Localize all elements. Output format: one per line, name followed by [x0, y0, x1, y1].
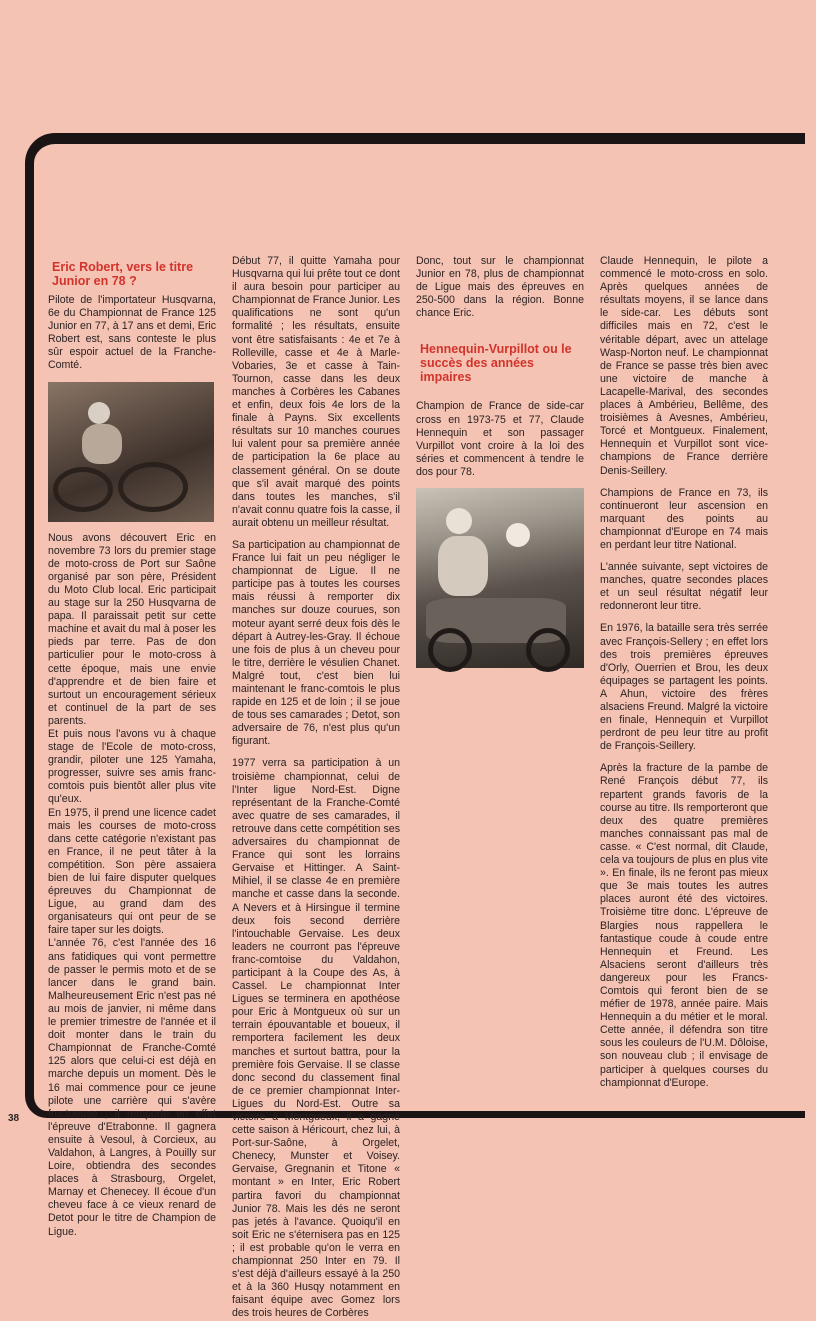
article1-para-1: Nous avons découvert Eric en novembre 73 lors du premier stage de moto-cross de Port sur Saône organisé par son père, Président du Moto Club local. Eric participait au stage sur la 250 Husqvarna de papa. Il paraissait petit sur cette machine et avait du mal à poser les pieds par terre. Pas de don particulier pour le moto-cross à cette époque, mais une envie d'apprendre et de bien faire et surtout un encouragement sérieux et continuel de la part de ses parents. — [48, 531, 216, 727]
article2-para-2: Champions de France en 73, ils continueront leur ascension en marquant des points au championnat d'Europe en 74 mais en perdant leur titre National. — [600, 486, 768, 551]
article1-headline: Eric Robert, vers le titre Junior en 78 ? — [52, 260, 194, 288]
page-number: 38 — [8, 1113, 20, 1124]
column-3 — [416, 255, 584, 678]
article2-para-1: Claude Hennequin, le pilote a commencé le moto-cross en solo. Après quelques années de résultats moyens, il se lance dans le side-car. Les débuts sont difficiles mais en 72, c'est le véritable départ, avec un attelage Wasp-Norton neuf. Le championnat de France se passe très bien avec une victoire de manche à Lacapelle-Marival, des secondes places à Ambérieu, Bellême, des troisièmes à Avesnes, Ambérieu, Torcé et Montgueux. Finalement, Hennequin et Vurpillot sont vice-champions de France derrière Denis-Seillery. — [600, 255, 768, 477]
article1-para-7: 1977 verra sa participation à un troisième championnat, celui de l'Inter ligue Nord-Est. Digne représentant de la Franche-Comté avec quatre de ses camarades, il retrouve dans cette compétition ses adversaires du championnat de France qui sont les lorrains Gervaise et Hittinger. A Saint-Mihiel, il se classe 4e en première manche et casse dans la seconde. A Nevers et à Hirsingue il termine deux fois second derrière l'intouchable Gervaise. Les deux leaders ne courront pas l'épreuve franc-comtoise du Valdahon, participant à la Coupe des As, à Cassel. Le championnat Inter Ligues se terminera en apothéose pour Eric à Montgueux où sur un terrain épouvantable et boueux, il remportera facilement les deux manches et surtout battra, pour la première fois Gervaise. Il se classe donc second du classement final de ce premier championnat Inter-Ligues du Nord-Est. Outre sa victoire à Montgueux, il a gagné cette saison à Héricourt, chez lui, à Port-sur-Saône, à Orgelet, Chenecy, Munster et Voisey. Gervaise, Gregnanin et Titone « montant » en Inter, Eric Robert partira favori du championnat Junior 78. Mais les dés ne seront pas jetés à l'avance. Quoiqu'il en soit Eric ne s'éternisera pas en 125 ; il est probable qu'on le verra en championnat 250 Inter en 79. Il s'est déjà d'ailleurs essayé à la 250 et à la 360 Husqy notamment en faisant équipe avec Gomez lors des trois heures de Corbères — [232, 757, 400, 1320]
article2-para-3: L'année suivante, sept victoires de manches, quatre secondes places et un seul résultat négatif leur redonneront leur titre. — [600, 561, 768, 613]
article1-intro: Pilote de l'importateur Husqvarna, 6e du Championnat de France 125 Junior en 77, à 17 ans et demi, Eric Robert est, sans conteste le plus sûr espoir actuel de la Franche-Comté. — [48, 294, 216, 372]
column-2 — [232, 255, 400, 1320]
sidecar-photo — [416, 488, 584, 668]
article1-para-5: Début 77, il quitte Yamaha pour Husqvarna qui lui prête tout ce dont il aura besoin pour participer au Championnat de France Junior. Les qualifications ne sont qu'un formalité ; les résultats, ensuite vont être satisfaisants : 4e et 7e à Rolleville, casse et 4e à Marle-Vobaries, 3e et casse à Tain-Tournon, casse dans les deux manches à Corbères les Cabanes et enfin, deux fois 4e lors de la finale à Payns. Six excellents résultats sur 10 manches courues lui valent pour sa première année de participation la 6e place au classement général. On se doute que s'il avait marqué des points dans toutes les manches, s'il n'avait connu quatre fois la casse, il aurait obtenu un meilleur résultat. — [232, 255, 400, 529]
article2-para-4: En 1976, la bataille sera très serrée avec François-Sellery ; en effet lors des trois premières épreuves d'Orly, Ouerrien et Brou, les deux équipages se partagent les points. A Ahun, victoire des frères alsaciens Freund. Malgré la victoire en finale, Hennequin et Vurpillot perdront de peu leur titre au profit de François-Seillery. — [600, 622, 768, 753]
article1-para-3: En 1975, il prend une licence cadet mais les courses de moto-cross dans cette catégorie n'existant pas en France, il ne peut tâter à la compétition. Son père assaiera bien de lui faire disputer quelques épreuves du Championnat de Ligue, au grand dam des organisateurs qui ont peur de se faire taper sur les doigts. — [48, 806, 216, 937]
article1-para-6: Sa participation au championnat de France lui fait un peu négliger le championnat de Ligue. Il ne participe pas à toutes les courses mais réussi à remporter dix manches sur douze courues, son moteur ayant serré deux fois dès le départ à Autrey-les-Gray. Il échoue une fois de plus à un cheveu pour le titre, derrière le vésulien Chanet. Malgré tout, c'est bien lui maintenant le franc-comtois le plus rapide en 125 et de loin ; il se joue de tous ses camarades ; Detot, son adversaire de 76, n'est plus qu'un figurant. — [232, 538, 400, 748]
motocross-rider-photo — [48, 382, 214, 522]
article1-para-2: Et puis nous l'avons vu à chaque stage de l'Ecole de moto-cross, grandir, piloter une 125 Yamaha, progresser, suivre ses amis franc-comtois puis bientôt aller plus vite qu'eux. — [48, 727, 216, 806]
column-1 — [48, 255, 216, 1238]
column-4 — [600, 255, 768, 1125]
article1-para-4a: L'année 76, c'est l'année des 16 ans fatidiques qui vont permettre de passer le permis moto et de se lancer dans le grand bain. Malheureusement Eric n'est pas né au mois de janvier, ni même dans le premier trimestre de l'année et il doit monter dans le train du Championnat de Franche-Comté 125 alors que celui-ci est déjà en marche depuis un moment. Dès le 16 mai commence pour ce jeune pilote une carrière qui s'avère fructueuse ; il remporte en effet l'épreuve d'Etrabonne. Il gagnera ensuite à Vesoul, à Corcieux, au Valdahon, à Langres, à Pouilly sur Loire, obtiendra des secondes places à Strasbourg, Orgelet, Marnay et Chenecey. Il écoue d'un cheveu face à ce vieux renard de Detot pour le titre de Champion de Ligue. — [48, 937, 216, 1238]
article2-headline: Hennequin-Vurpillot ou le succès des années impaires — [420, 342, 572, 385]
article2-para-5: Après la fracture de la pambe de René François début 77, ils repartent grands favoris de la course au titre. Ils remporteront que deux des quatre premières manches connaissant pas mal de casse. « C'est normal, dit Claude, cela va toujours de plus en plus vite ». En finale, ils ne feront pas mieux que 3e mais toutes les autres places auront été des victoires. Troisième titre donc. L'épreuve de Blargies nous rappellera le fantastique coude à coude entre Hennequin et Freund. Les Alsaciens seront d'ailleurs très dangereux pour les Francs-Comtois qui feront bien de se méfier de 1978, année paire. Mais Hennequin a du métier et le moral. Cette année, il défendra son titre sous les couleurs de l'U.M. Dôloise, son nouveau club ; il envisage de participer à quelques courses du championnat d'Europe. — [600, 762, 768, 1089]
article2-intro: Champion de France de side-car cross en 1973-75 et 77, Claude Hennequin et son passager Vurpillot vont croire à la loi des séries et commencent à tendre le dos pour 78. — [416, 400, 584, 478]
article1-conclusion: Donc, tout sur le championnat Junior en 78, plus de championnat de Ligue mais des épreuves en 250-500 dans la région. Bonne chance Eric. — [416, 255, 584, 320]
